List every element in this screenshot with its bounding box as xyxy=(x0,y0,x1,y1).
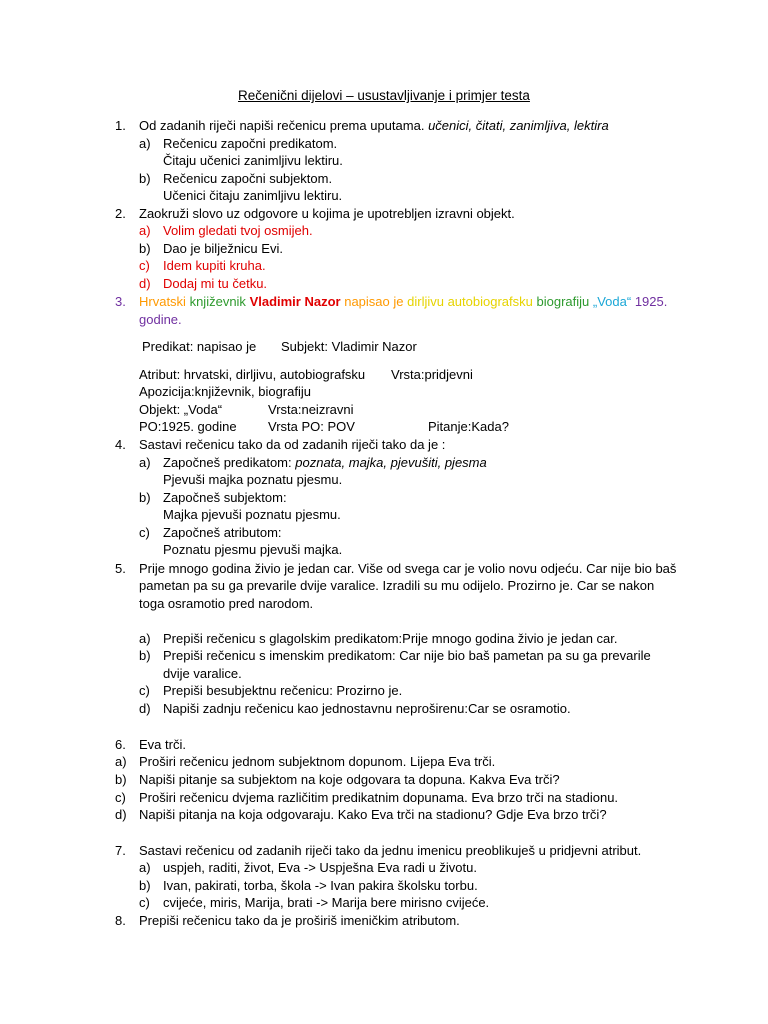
q2-number: 2. xyxy=(115,206,126,221)
q3-atribut: Atribut: hrvatski, dirljivu, autobiografsku xyxy=(139,367,366,382)
q4a-words: poznata, majka, pjevušiti, pjesma xyxy=(295,455,487,470)
q3-subjekt: Subjekt: Vladimir Nazor xyxy=(281,339,417,354)
q4b-answer: Majka pjevuši poznatu pjesmu. xyxy=(163,507,341,522)
q7a-text: uspjeh, raditi, život, Eva -> Uspješna Eva radi u životu. xyxy=(163,860,477,875)
q2-text: Zaokruži slovo uz odgovore u kojima je upotrebljen izravni objekt. xyxy=(139,206,515,221)
q4a-label: a) xyxy=(139,455,151,470)
q4a-text: Započneš predikatom: poznata, majka, pjevušiti, pjesma xyxy=(163,455,487,470)
q6d-text: Napiši pitanja na koja odgovaraju. Kako Eva trči na stadionu? Gdje Eva brzo trči? xyxy=(139,807,607,822)
q7-text: Sastavi rečenicu od zadanih riječi tako da jednu imenicu preoblikuješ u pridjevni atribut. xyxy=(139,843,642,858)
q5-number: 5. xyxy=(115,561,126,576)
q1a-text: Rečenicu započni predikatom. xyxy=(163,136,338,151)
q3-predikat: Predikat: napisao je xyxy=(142,339,257,354)
q3-word-year: 1925. xyxy=(634,294,668,309)
q1a-answer: Čitaju učenici zanimljivu lektiru. xyxy=(163,153,343,168)
q7c-text: cvijeće, miris, Marija, brati -> Marija bere mirisno cvijeće. xyxy=(163,895,490,910)
q3-word-predikat: napisao je xyxy=(344,294,404,309)
q3-word-subjekt: Vladimir Nazor xyxy=(249,294,341,309)
q2c-text: Idem kupiti kruha. xyxy=(163,258,266,273)
page-title: Rečenični dijelovi – usustavljivanje i primjer testa xyxy=(238,88,530,103)
q4a-answer: Pjevuši majka poznatu pjesmu. xyxy=(163,472,343,487)
q3-number: 3. xyxy=(115,294,126,309)
q5d-text: Napiši zadnju rečenicu kao jednostavnu neproširenu:Car se osramotio. xyxy=(163,701,571,716)
q2b-label: b) xyxy=(139,241,151,256)
q4c-text: Započneš atributom: xyxy=(163,525,282,540)
q3-objekt-vrsta: Vrsta:neizravni xyxy=(268,402,354,417)
q1a-label: a) xyxy=(139,136,151,151)
q1b-text: Rečenicu započni subjektom. xyxy=(163,171,333,186)
q2d-text: Dodaj mi tu četku. xyxy=(163,276,268,291)
q3-po-vrsta: Vrsta PO: POV xyxy=(268,419,355,434)
q8-number: 8. xyxy=(115,913,126,928)
q5a-text: Prepiši rečenicu s glagolskim predikatom:Prije mnogo godina živio je jedan car. xyxy=(163,631,618,646)
q6-number: 6. xyxy=(115,737,126,752)
q2b-text: Dao je bilježnicu Evi. xyxy=(163,241,283,256)
q6b-text: Napiši pitanje sa subjektom na koje odgovara ta dopuna. Kakva Eva trči? xyxy=(139,772,560,787)
q3-word-knjizevnik: književnik xyxy=(189,294,246,309)
q1b-label: b) xyxy=(139,171,151,186)
q1-text: Od zadanih riječi napiši rečenicu prema uputama. učenici, čitati, zanimljiva, lektira xyxy=(139,118,609,133)
q6-text: Eva trči. xyxy=(139,737,186,752)
q5c-text: Prepiši besubjektnu rečenicu: Prozirno je. xyxy=(163,683,403,698)
q3-word-atribut: dirljivu autobiografsku xyxy=(407,294,533,309)
q1b-answer: Učenici čitaju zanimljivu lektiru. xyxy=(163,188,343,203)
q3-atribut-vrsta: Vrsta:pridjevni xyxy=(391,367,473,382)
q5c-label: c) xyxy=(139,683,150,698)
q2c-label: c) xyxy=(139,258,150,273)
q7a-label: a) xyxy=(139,860,151,875)
q4c-label: c) xyxy=(139,525,150,540)
q3-word-objekt: „Voda“ xyxy=(592,294,632,309)
q3-sentence xyxy=(139,293,667,310)
q3-po-pitanje: Pitanje:Kada? xyxy=(428,419,509,434)
q2d-label: d) xyxy=(139,276,151,291)
q3-word-hrvatski: Hrvatski xyxy=(139,294,186,309)
q5a-label: a) xyxy=(139,631,151,646)
q4-number: 4. xyxy=(115,437,126,452)
q4c-answer: Poznatu pjesmu pjevuši majka. xyxy=(163,542,343,557)
q5-line2: pametan pa su ga prevarile dvije varalice. Izradili su mu odijelo. Prozirno je. Car se nakon xyxy=(139,578,655,593)
q8-text: Prepiši rečenicu tako da je proširiš imeničkim atributom. xyxy=(139,913,460,928)
q3-po: PO:1925. godine xyxy=(139,419,237,434)
q3-objekt: Objekt: „Voda“ xyxy=(139,402,223,417)
q1-words: učenici, čitati, zanimljiva, lektira xyxy=(428,118,609,133)
q7c-label: c) xyxy=(139,895,150,910)
q3-apozicija: Apozicija:književnik, biografiju xyxy=(139,384,311,399)
q6b-label: b) xyxy=(115,772,127,787)
q5-line3: toga osramotio pred narodom. xyxy=(139,596,314,611)
q1-number: 1. xyxy=(115,118,126,133)
q4b-text: Započneš subjektom: xyxy=(163,490,287,505)
q6a-text: Proširi rečenicu jednom subjektnom dopunom. Lijepa Eva trči. xyxy=(139,754,496,769)
q7-number: 7. xyxy=(115,843,126,858)
q6a-label: a) xyxy=(115,754,127,769)
q6d-label: d) xyxy=(115,807,127,822)
q6c-text: Proširi rečenicu dvjema različitim predikatnim dopunama. Eva brzo trči na stadionu. xyxy=(139,790,619,805)
q5b-text: Prepiši rečenicu s imenskim predikatom: Car nije bio baš pametan pa su ga prevarile xyxy=(163,648,651,663)
q3-word-biografiju: biografiju xyxy=(536,294,590,309)
q3-word-godine: godine. xyxy=(139,312,182,327)
q4-text: Sastavi rečenicu tako da od zadanih riječi tako da je : xyxy=(139,437,446,452)
q4b-label: b) xyxy=(139,490,151,505)
q5b-text-cont: dvije varalice. xyxy=(163,666,242,681)
q5-line1: Prije mnogo godina živio je jedan car. Više od svega car je volio novu odjeću. Car nije bio baš xyxy=(139,561,677,576)
q2a-text: Volim gledati tvoj osmijeh. xyxy=(163,223,313,238)
q6c-label: c) xyxy=(115,790,126,805)
q2a-label: a) xyxy=(139,223,151,238)
q5d-label: d) xyxy=(139,701,151,716)
q7b-label: b) xyxy=(139,878,151,893)
q7b-text: Ivan, pakirati, torba, škola -> Ivan pakira školsku torbu. xyxy=(163,878,478,893)
q5b-label: b) xyxy=(139,648,151,663)
